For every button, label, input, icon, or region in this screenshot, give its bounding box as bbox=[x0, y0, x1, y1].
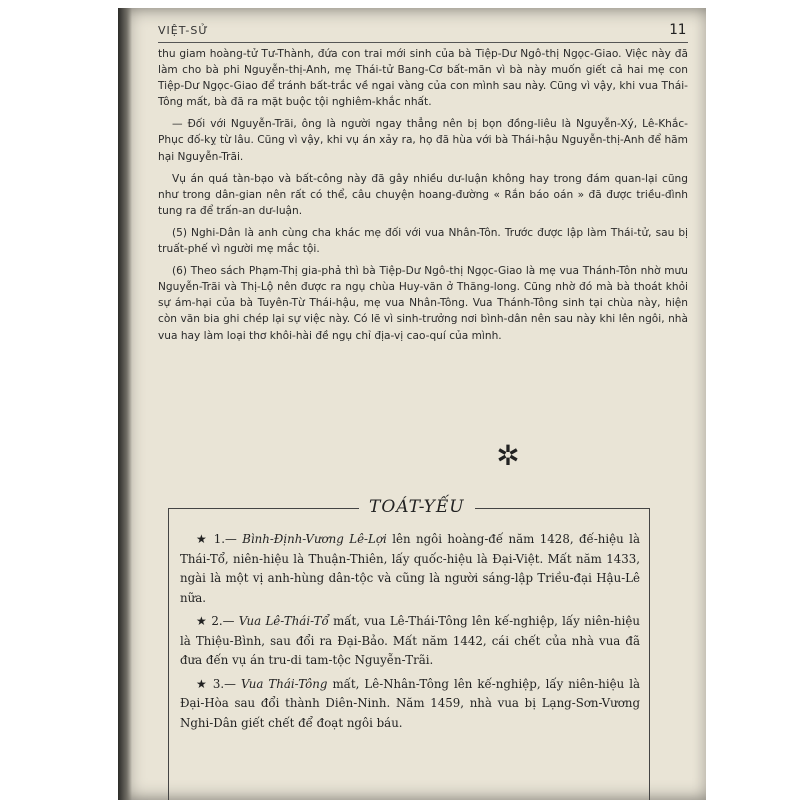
note-paragraph: — Đối với Nguyễn-Trãi, ông là người ngay thẳng nên bị bọn đồng-liêu là Nguyễn-Xý, Lê-Khắc-Phục đố-kỵ từ lâu. Cũng vì vậy, khi vụ án xảy ra, họ đã hùa với bà Thái-hậu Nguyễn-thị-Anh để hãm hại Nguyễn-Trãi. bbox=[158, 118, 688, 163]
summary-item bbox=[180, 675, 640, 734]
summary-marker: ★ 2.— bbox=[196, 614, 235, 628]
summary-text: lên ngôi hoàng-đế năm 1428, đế-hiệu là Thái-Tổ, niên-hiệu là Thuận-Thiên, lấy quốc-hiệu là Đại-Việt. Mất năm 1433, ngài là một vị anh-hùng dân-tộc và cũng là người sáng-lập Triều-đại Hậu-Lê nữa. bbox=[180, 532, 640, 605]
ornament-icon: ✲ bbox=[496, 440, 520, 471]
summary-marker: ★ 1.— bbox=[196, 532, 237, 546]
summary-lead: Bình-Định-Vương Lê-Lợi bbox=[242, 532, 387, 546]
note-paragraph: thu giam hoàng-tử Tư-Thành, đứa con trai mới sinh của bà Tiệp-Dư Ngô-thị Ngọc-Giao. Việc này đã làm cho bà phi Nguyễn-thị-Anh, mẹ Thái-tử Bang-Cơ bất-mãn vì bà này muốn giết cả hai mẹ con Tiệp-Dư Ngọc-Giao để tránh bất-trắc về ngai vàng của con mình sau này. Cũng vì vậy, khi vua Thái-Tông mất, bà đã ra mặt buộc tội nghiêm-khắc nhất. bbox=[158, 48, 688, 109]
summary-list bbox=[180, 530, 640, 737]
book-spine-shadow bbox=[118, 8, 132, 800]
summary-item bbox=[180, 612, 640, 671]
summary-text: mất, Lê-Nhân-Tông lên kế-nghiệp, lấy niên-hiệu là Đại-Hòa sau đổi thành Diên-Ninh. Năm 1459, nhà vua bị Lạng-Sơn-Vương Nghi-Dân giết chết để đoạt ngôi báu. bbox=[180, 676, 641, 730]
running-header bbox=[158, 18, 688, 43]
summary-lead: Vua Lê-Thái-Tổ bbox=[238, 614, 329, 628]
summary-text: mất, vua Lê-Thái-Tông lên kế-nghiệp, lấy niên-hiệu là Thiệu-Bình, sau đổi ra Đại-Bảo. Mất năm 1442, cái chết của nhà vua đã đưa đến vụ án tru-di tam-tộc Nguyễn-Trãi. bbox=[180, 614, 641, 667]
summary-title: TOÁT-YẾU bbox=[359, 497, 475, 517]
summary-lead: Vua Thái-Tông bbox=[240, 676, 328, 691]
summary-item bbox=[180, 530, 640, 608]
footnotes-block bbox=[158, 46, 688, 350]
note-paragraph: (5) Nghi-Dân là anh cùng cha khác mẹ đối với vua Nhân-Tôn. Trước được lập làm Thái-tử, sau bị truất-phế vì người mẹ mắc tội. bbox=[158, 226, 688, 256]
book-page bbox=[118, 8, 706, 800]
page-number: 11 bbox=[669, 22, 686, 38]
note-paragraph: (6) Theo sách Phạm-Thị gia-phả thì bà Tiệp-Dư Ngô-thị Ngọc-Giao là mẹ vua Thánh-Tôn nhờ mưu Nguyễn-Trãi và Thị-Lộ nên được ra ngụ chùa Huy-văn ở Thăng-long. Cũng nhờ đó mà bà thoát khỏi sự ám-hại của bà Tuyên-Từ Thái-hậu, mẹ vua Nhân-Tông. Vua Thánh-Tông sinh tại chùa này, hiện còn văn bia ghi chép lại sự việc này. Có lẽ vì sinh-trưởng nơi bình-dân nên sau này khi lên ngôi, nhà vua hay làm loại thơ khôi-hài đề ngụ chỉ địa-vị cao-quí của mình. bbox=[158, 265, 688, 342]
note-paragraph: Vụ án quá tàn-bạo và bất-công này đã gây nhiều dư-luận không hay trong đám quan-lại cũng như trong dân-gian nên rất có thể, câu chuyện hoang-đường « Rắn báo oán » đã được triều-đình tung ra để trấn-an dư-luận. bbox=[158, 172, 688, 217]
running-title: VIỆT-SỬ bbox=[158, 24, 209, 37]
summary-marker: ★ 3.— bbox=[196, 676, 236, 691]
